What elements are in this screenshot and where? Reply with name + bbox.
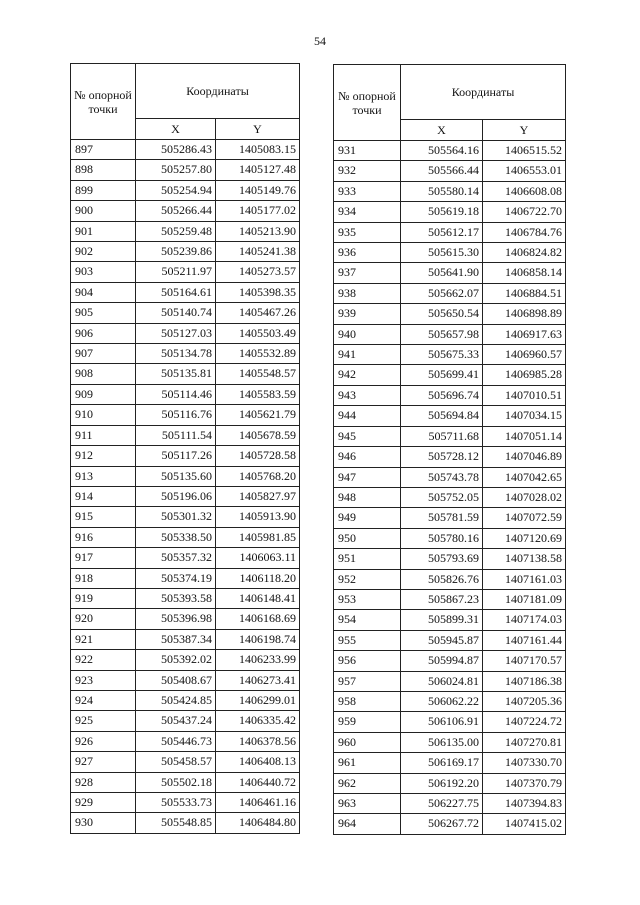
y-coordinate-cell: 1405678.59 <box>216 425 300 445</box>
x-coordinate-cell: 505696.74 <box>401 385 483 405</box>
y-coordinate-cell: 1407270.81 <box>483 732 566 752</box>
x-coordinate-cell: 505945.87 <box>401 630 483 650</box>
table-row <box>334 569 566 589</box>
y-coordinate-cell: 1407170.57 <box>483 651 566 671</box>
x-coordinate-cell: 505580.14 <box>401 181 483 201</box>
point-number-cell: 916 <box>71 527 136 547</box>
y-coordinate-cell: 1406118.20 <box>216 568 300 588</box>
table-row <box>334 630 566 650</box>
x-coordinate-cell: 505446.73 <box>136 731 216 751</box>
y-coordinate-cell: 1407186.38 <box>483 671 566 691</box>
table-row <box>334 773 566 793</box>
point-number-cell: 950 <box>334 528 401 548</box>
point-number-cell: 931 <box>334 141 401 161</box>
y-coordinate-cell: 1405467.26 <box>216 303 300 323</box>
x-coordinate-cell: 505164.61 <box>136 282 216 302</box>
y-coordinate-cell: 1405241.38 <box>216 242 300 262</box>
x-coordinate-cell: 505641.90 <box>401 263 483 283</box>
point-number-cell: 910 <box>71 405 136 425</box>
point-number-cell: 952 <box>334 569 401 589</box>
y-coordinate-cell: 1406408.13 <box>216 752 300 772</box>
y-coordinate-cell: 1407051.14 <box>483 426 566 446</box>
x-coordinate-cell: 505135.81 <box>136 364 216 384</box>
x-coordinate-cell: 505619.18 <box>401 202 483 222</box>
point-number-cell: 958 <box>334 691 401 711</box>
point-number-cell: 938 <box>334 283 401 303</box>
point-number-cell: 959 <box>334 712 401 732</box>
x-coordinate-cell: 505650.54 <box>401 304 483 324</box>
y-coordinate-cell: 1406484.80 <box>216 813 300 833</box>
point-number-cell: 962 <box>334 773 401 793</box>
y-coordinate-cell: 1407205.36 <box>483 691 566 711</box>
x-coordinate-cell: 505826.76 <box>401 569 483 589</box>
y-coordinate-cell: 1405177.02 <box>216 201 300 221</box>
table-row <box>334 426 566 446</box>
x-coordinate-cell: 505867.23 <box>401 589 483 609</box>
table-row <box>334 814 566 834</box>
point-number-cell: 948 <box>334 487 401 507</box>
point-number-cell: 914 <box>71 486 136 506</box>
table-row <box>334 712 566 732</box>
y-coordinate-cell: 1406824.82 <box>483 243 566 263</box>
table-row <box>71 180 300 200</box>
table-row <box>71 303 300 323</box>
point-number-cell: 922 <box>71 650 136 670</box>
x-coordinate-cell: 505458.57 <box>136 752 216 772</box>
table-row <box>334 549 566 569</box>
y-coordinate-cell: 1407370.79 <box>483 773 566 793</box>
point-number-cell: 908 <box>71 364 136 384</box>
point-number-cell: 960 <box>334 732 401 752</box>
point-number-cell: 955 <box>334 630 401 650</box>
x-coordinate-cell: 505793.69 <box>401 549 483 569</box>
y-coordinate-cell: 1407161.03 <box>483 569 566 589</box>
y-coordinate-cell: 1407174.03 <box>483 610 566 630</box>
coordinates-header: Координаты <box>401 65 566 120</box>
x-coordinate-cell: 505257.80 <box>136 160 216 180</box>
point-number-cell: 951 <box>334 549 401 569</box>
table-row <box>334 753 566 773</box>
point-number-cell: 954 <box>334 610 401 630</box>
y-coordinate-cell: 1406299.01 <box>216 690 300 710</box>
point-number-cell: 920 <box>71 609 136 629</box>
y-coordinate-cell: 1406063.11 <box>216 548 300 568</box>
table-row <box>71 793 300 813</box>
y-coordinate-cell: 1406233.99 <box>216 650 300 670</box>
x-coordinate-cell: 505408.67 <box>136 670 216 690</box>
table-row <box>334 222 566 242</box>
table-row <box>71 323 300 343</box>
x-coordinate-cell: 505134.78 <box>136 344 216 364</box>
y-coordinate-cell: 1407394.83 <box>483 794 566 814</box>
y-coordinate-cell: 1405768.20 <box>216 466 300 486</box>
table-row <box>334 243 566 263</box>
point-number-cell: 904 <box>71 282 136 302</box>
table-row <box>334 651 566 671</box>
point-number-cell: 934 <box>334 202 401 222</box>
table-row <box>71 752 300 772</box>
y-coordinate-cell: 1405127.48 <box>216 160 300 180</box>
point-number-header: № опорной точки <box>71 64 136 140</box>
y-coordinate-cell: 1407046.89 <box>483 447 566 467</box>
y-coordinate-cell: 1407161.44 <box>483 630 566 650</box>
point-number-cell: 898 <box>71 160 136 180</box>
point-number-cell: 902 <box>71 242 136 262</box>
x-coordinate-cell: 505286.43 <box>136 140 216 160</box>
point-number-cell: 921 <box>71 629 136 649</box>
point-number-cell: 937 <box>334 263 401 283</box>
y-coordinate-cell: 1405913.90 <box>216 507 300 527</box>
y-coordinate-cell: 1405213.90 <box>216 221 300 241</box>
table-row <box>334 691 566 711</box>
x-coordinate-cell: 505196.06 <box>136 486 216 506</box>
x-coordinate-cell: 505239.86 <box>136 242 216 262</box>
x-coordinate-cell: 505357.32 <box>136 548 216 568</box>
x-coordinate-cell: 505437.24 <box>136 711 216 731</box>
x-coordinate-cell: 505566.44 <box>401 161 483 181</box>
point-number-cell: 923 <box>71 670 136 690</box>
table-row <box>71 690 300 710</box>
table-row <box>71 344 300 364</box>
point-number-cell: 907 <box>71 344 136 364</box>
x-coordinate-cell: 505694.84 <box>401 406 483 426</box>
point-number-cell: 945 <box>334 426 401 446</box>
y-coordinate-cell: 1406608.08 <box>483 181 566 201</box>
table-row <box>71 282 300 302</box>
table-row <box>71 670 300 690</box>
x-coordinate-cell: 505728.12 <box>401 447 483 467</box>
y-coordinate-cell: 1407224.72 <box>483 712 566 732</box>
x-coordinate-cell: 505117.26 <box>136 446 216 466</box>
table-row <box>71 527 300 547</box>
table-row <box>71 548 300 568</box>
point-number-cell: 915 <box>71 507 136 527</box>
table-row <box>334 467 566 487</box>
point-number-cell: 942 <box>334 365 401 385</box>
x-column-header: X <box>136 119 216 140</box>
x-coordinate-cell: 506024.81 <box>401 671 483 691</box>
x-coordinate-cell: 505502.18 <box>136 772 216 792</box>
y-coordinate-cell: 1407010.51 <box>483 385 566 405</box>
table-row <box>71 486 300 506</box>
table-body <box>334 141 566 835</box>
table-row <box>71 262 300 282</box>
point-number-cell: 901 <box>71 221 136 241</box>
y-coordinate-cell: 1407181.09 <box>483 589 566 609</box>
point-number-cell: 936 <box>334 243 401 263</box>
y-coordinate-cell: 1406960.57 <box>483 345 566 365</box>
point-number-cell: 918 <box>71 568 136 588</box>
table-row <box>71 772 300 792</box>
x-coordinate-cell: 505211.97 <box>136 262 216 282</box>
x-coordinate-cell: 505657.98 <box>401 324 483 344</box>
x-coordinate-cell: 506062.22 <box>401 691 483 711</box>
y-coordinate-cell: 1405621.79 <box>216 405 300 425</box>
point-number-cell: 912 <box>71 446 136 466</box>
point-number-cell: 944 <box>334 406 401 426</box>
x-coordinate-cell: 505743.78 <box>401 467 483 487</box>
point-number-cell: 926 <box>71 731 136 751</box>
y-coordinate-cell: 1406440.72 <box>216 772 300 792</box>
table-row <box>334 324 566 344</box>
x-coordinate-cell: 505135.60 <box>136 466 216 486</box>
x-coordinate-cell: 505259.48 <box>136 221 216 241</box>
x-coordinate-cell: 505393.58 <box>136 588 216 608</box>
x-coordinate-cell: 505392.02 <box>136 650 216 670</box>
point-number-cell: 924 <box>71 690 136 710</box>
x-coordinate-cell: 505699.41 <box>401 365 483 385</box>
y-coordinate-cell: 1406335.42 <box>216 711 300 731</box>
point-number-cell: 905 <box>71 303 136 323</box>
point-number-header: № опорной точки <box>334 65 401 141</box>
y-coordinate-cell: 1407072.59 <box>483 508 566 528</box>
y-coordinate-cell: 1405273.57 <box>216 262 300 282</box>
point-number-cell: 899 <box>71 180 136 200</box>
x-coordinate-cell: 505424.85 <box>136 690 216 710</box>
y-coordinate-cell: 1406898.89 <box>483 304 566 324</box>
x-coordinate-cell: 506169.17 <box>401 753 483 773</box>
table-row <box>71 507 300 527</box>
point-number-cell: 900 <box>71 201 136 221</box>
point-number-cell: 919 <box>71 588 136 608</box>
table-row <box>71 731 300 751</box>
point-number-cell: 961 <box>334 753 401 773</box>
y-coordinate-cell: 1406515.52 <box>483 141 566 161</box>
point-number-cell: 953 <box>334 589 401 609</box>
x-coordinate-cell: 505140.74 <box>136 303 216 323</box>
x-coordinate-cell: 505396.98 <box>136 609 216 629</box>
x-coordinate-cell: 505127.03 <box>136 323 216 343</box>
y-coordinate-cell: 1405083.15 <box>216 140 300 160</box>
table-row <box>334 528 566 548</box>
table-row <box>334 141 566 161</box>
point-number-cell: 956 <box>334 651 401 671</box>
y-coordinate-cell: 1405728.58 <box>216 446 300 466</box>
point-number-cell: 917 <box>71 548 136 568</box>
point-number-cell: 930 <box>71 813 136 833</box>
y-coordinate-cell: 1405149.76 <box>216 180 300 200</box>
table-row <box>334 671 566 691</box>
y-coordinate-cell: 1405548.57 <box>216 364 300 384</box>
table-row <box>71 364 300 384</box>
y-column-header: Y <box>216 119 300 140</box>
x-coordinate-cell: 505564.16 <box>401 141 483 161</box>
y-coordinate-cell: 1407028.02 <box>483 487 566 507</box>
table-row <box>71 201 300 221</box>
point-number-cell: 947 <box>334 467 401 487</box>
point-number-cell: 903 <box>71 262 136 282</box>
table-row <box>334 447 566 467</box>
point-number-cell: 932 <box>334 161 401 181</box>
table-row <box>334 345 566 365</box>
x-coordinate-cell: 505301.32 <box>136 507 216 527</box>
table-row <box>71 242 300 262</box>
y-coordinate-cell: 1406378.56 <box>216 731 300 751</box>
coordinates-table-right <box>333 64 566 835</box>
table-row <box>71 405 300 425</box>
x-coordinate-cell: 505114.46 <box>136 384 216 404</box>
table-row <box>334 406 566 426</box>
point-number-cell: 941 <box>334 345 401 365</box>
coordinates-table-left <box>70 63 300 834</box>
x-coordinate-cell: 505266.44 <box>136 201 216 221</box>
table-row <box>334 794 566 814</box>
x-coordinate-cell: 506192.20 <box>401 773 483 793</box>
x-coordinate-cell: 506106.91 <box>401 712 483 732</box>
y-column-header: Y <box>483 120 566 141</box>
point-number-cell: 928 <box>71 772 136 792</box>
table-row <box>334 181 566 201</box>
coordinates-header: Координаты <box>136 64 300 119</box>
x-coordinate-cell: 505374.19 <box>136 568 216 588</box>
x-coordinate-cell: 506135.00 <box>401 732 483 752</box>
point-number-cell: 925 <box>71 711 136 731</box>
y-coordinate-cell: 1407138.58 <box>483 549 566 569</box>
y-coordinate-cell: 1405398.35 <box>216 282 300 302</box>
x-coordinate-cell: 505387.34 <box>136 629 216 649</box>
table-row <box>334 161 566 181</box>
x-coordinate-cell: 505612.17 <box>401 222 483 242</box>
x-coordinate-cell: 505111.54 <box>136 425 216 445</box>
table-row <box>334 732 566 752</box>
point-number-cell: 963 <box>334 794 401 814</box>
y-coordinate-cell: 1406917.63 <box>483 324 566 344</box>
table-row <box>71 221 300 241</box>
y-coordinate-cell: 1405981.85 <box>216 527 300 547</box>
point-number-cell: 933 <box>334 181 401 201</box>
table-row <box>71 160 300 180</box>
x-coordinate-cell: 505338.50 <box>136 527 216 547</box>
y-coordinate-cell: 1407415.02 <box>483 814 566 834</box>
table-row <box>71 629 300 649</box>
x-coordinate-cell: 505994.87 <box>401 651 483 671</box>
point-number-cell: 935 <box>334 222 401 242</box>
table-row <box>334 304 566 324</box>
table-row <box>334 365 566 385</box>
x-coordinate-cell: 505548.85 <box>136 813 216 833</box>
table-row <box>71 588 300 608</box>
table-row <box>334 263 566 283</box>
table-row <box>71 650 300 670</box>
table-row <box>71 609 300 629</box>
y-coordinate-cell: 1407034.15 <box>483 406 566 426</box>
table-row <box>71 446 300 466</box>
x-coordinate-cell: 505752.05 <box>401 487 483 507</box>
point-number-cell: 927 <box>71 752 136 772</box>
y-coordinate-cell: 1406722.70 <box>483 202 566 222</box>
y-coordinate-cell: 1406198.74 <box>216 629 300 649</box>
table-row <box>334 385 566 405</box>
table-row <box>71 466 300 486</box>
point-number-cell: 909 <box>71 384 136 404</box>
page-number: 54 <box>314 34 326 48</box>
x-coordinate-cell: 505254.94 <box>136 180 216 200</box>
y-coordinate-cell: 1407330.70 <box>483 753 566 773</box>
table-row <box>334 283 566 303</box>
y-coordinate-cell: 1407120.69 <box>483 528 566 548</box>
y-coordinate-cell: 1407042.65 <box>483 467 566 487</box>
y-coordinate-cell: 1406858.14 <box>483 263 566 283</box>
table-row <box>71 568 300 588</box>
table-row <box>71 813 300 833</box>
y-coordinate-cell: 1406884.51 <box>483 283 566 303</box>
x-coordinate-cell: 505615.30 <box>401 243 483 263</box>
point-number-cell: 940 <box>334 324 401 344</box>
y-coordinate-cell: 1406273.41 <box>216 670 300 690</box>
point-number-cell: 939 <box>334 304 401 324</box>
x-coordinate-cell: 505675.33 <box>401 345 483 365</box>
x-column-header: X <box>401 120 483 141</box>
point-number-cell: 949 <box>334 508 401 528</box>
x-coordinate-cell: 505781.59 <box>401 508 483 528</box>
y-coordinate-cell: 1406148.41 <box>216 588 300 608</box>
x-coordinate-cell: 505780.16 <box>401 528 483 548</box>
point-number-cell: 911 <box>71 425 136 445</box>
point-number-cell: 929 <box>71 793 136 813</box>
point-number-cell: 906 <box>71 323 136 343</box>
table-row <box>334 589 566 609</box>
x-coordinate-cell: 505662.07 <box>401 283 483 303</box>
x-coordinate-cell: 505899.31 <box>401 610 483 630</box>
table-row <box>334 508 566 528</box>
point-number-cell: 957 <box>334 671 401 691</box>
x-coordinate-cell: 506267.72 <box>401 814 483 834</box>
point-number-cell: 946 <box>334 447 401 467</box>
y-coordinate-cell: 1406461.16 <box>216 793 300 813</box>
x-coordinate-cell: 505116.76 <box>136 405 216 425</box>
table-body <box>71 140 300 834</box>
y-coordinate-cell: 1405583.59 <box>216 384 300 404</box>
x-coordinate-cell: 506227.75 <box>401 794 483 814</box>
y-coordinate-cell: 1406553.01 <box>483 161 566 181</box>
y-coordinate-cell: 1405503.49 <box>216 323 300 343</box>
point-number-cell: 943 <box>334 385 401 405</box>
table-row <box>334 202 566 222</box>
table-row <box>71 425 300 445</box>
point-number-cell: 897 <box>71 140 136 160</box>
y-coordinate-cell: 1406168.69 <box>216 609 300 629</box>
table-row <box>71 140 300 160</box>
table-row <box>334 487 566 507</box>
y-coordinate-cell: 1405532.89 <box>216 344 300 364</box>
x-coordinate-cell: 505533.73 <box>136 793 216 813</box>
x-coordinate-cell: 505711.68 <box>401 426 483 446</box>
point-number-cell: 964 <box>334 814 401 834</box>
y-coordinate-cell: 1406985.28 <box>483 365 566 385</box>
y-coordinate-cell: 1405827.97 <box>216 486 300 506</box>
table-row <box>334 610 566 630</box>
point-number-cell: 913 <box>71 466 136 486</box>
y-coordinate-cell: 1406784.76 <box>483 222 566 242</box>
table-row <box>71 711 300 731</box>
table-row <box>71 384 300 404</box>
